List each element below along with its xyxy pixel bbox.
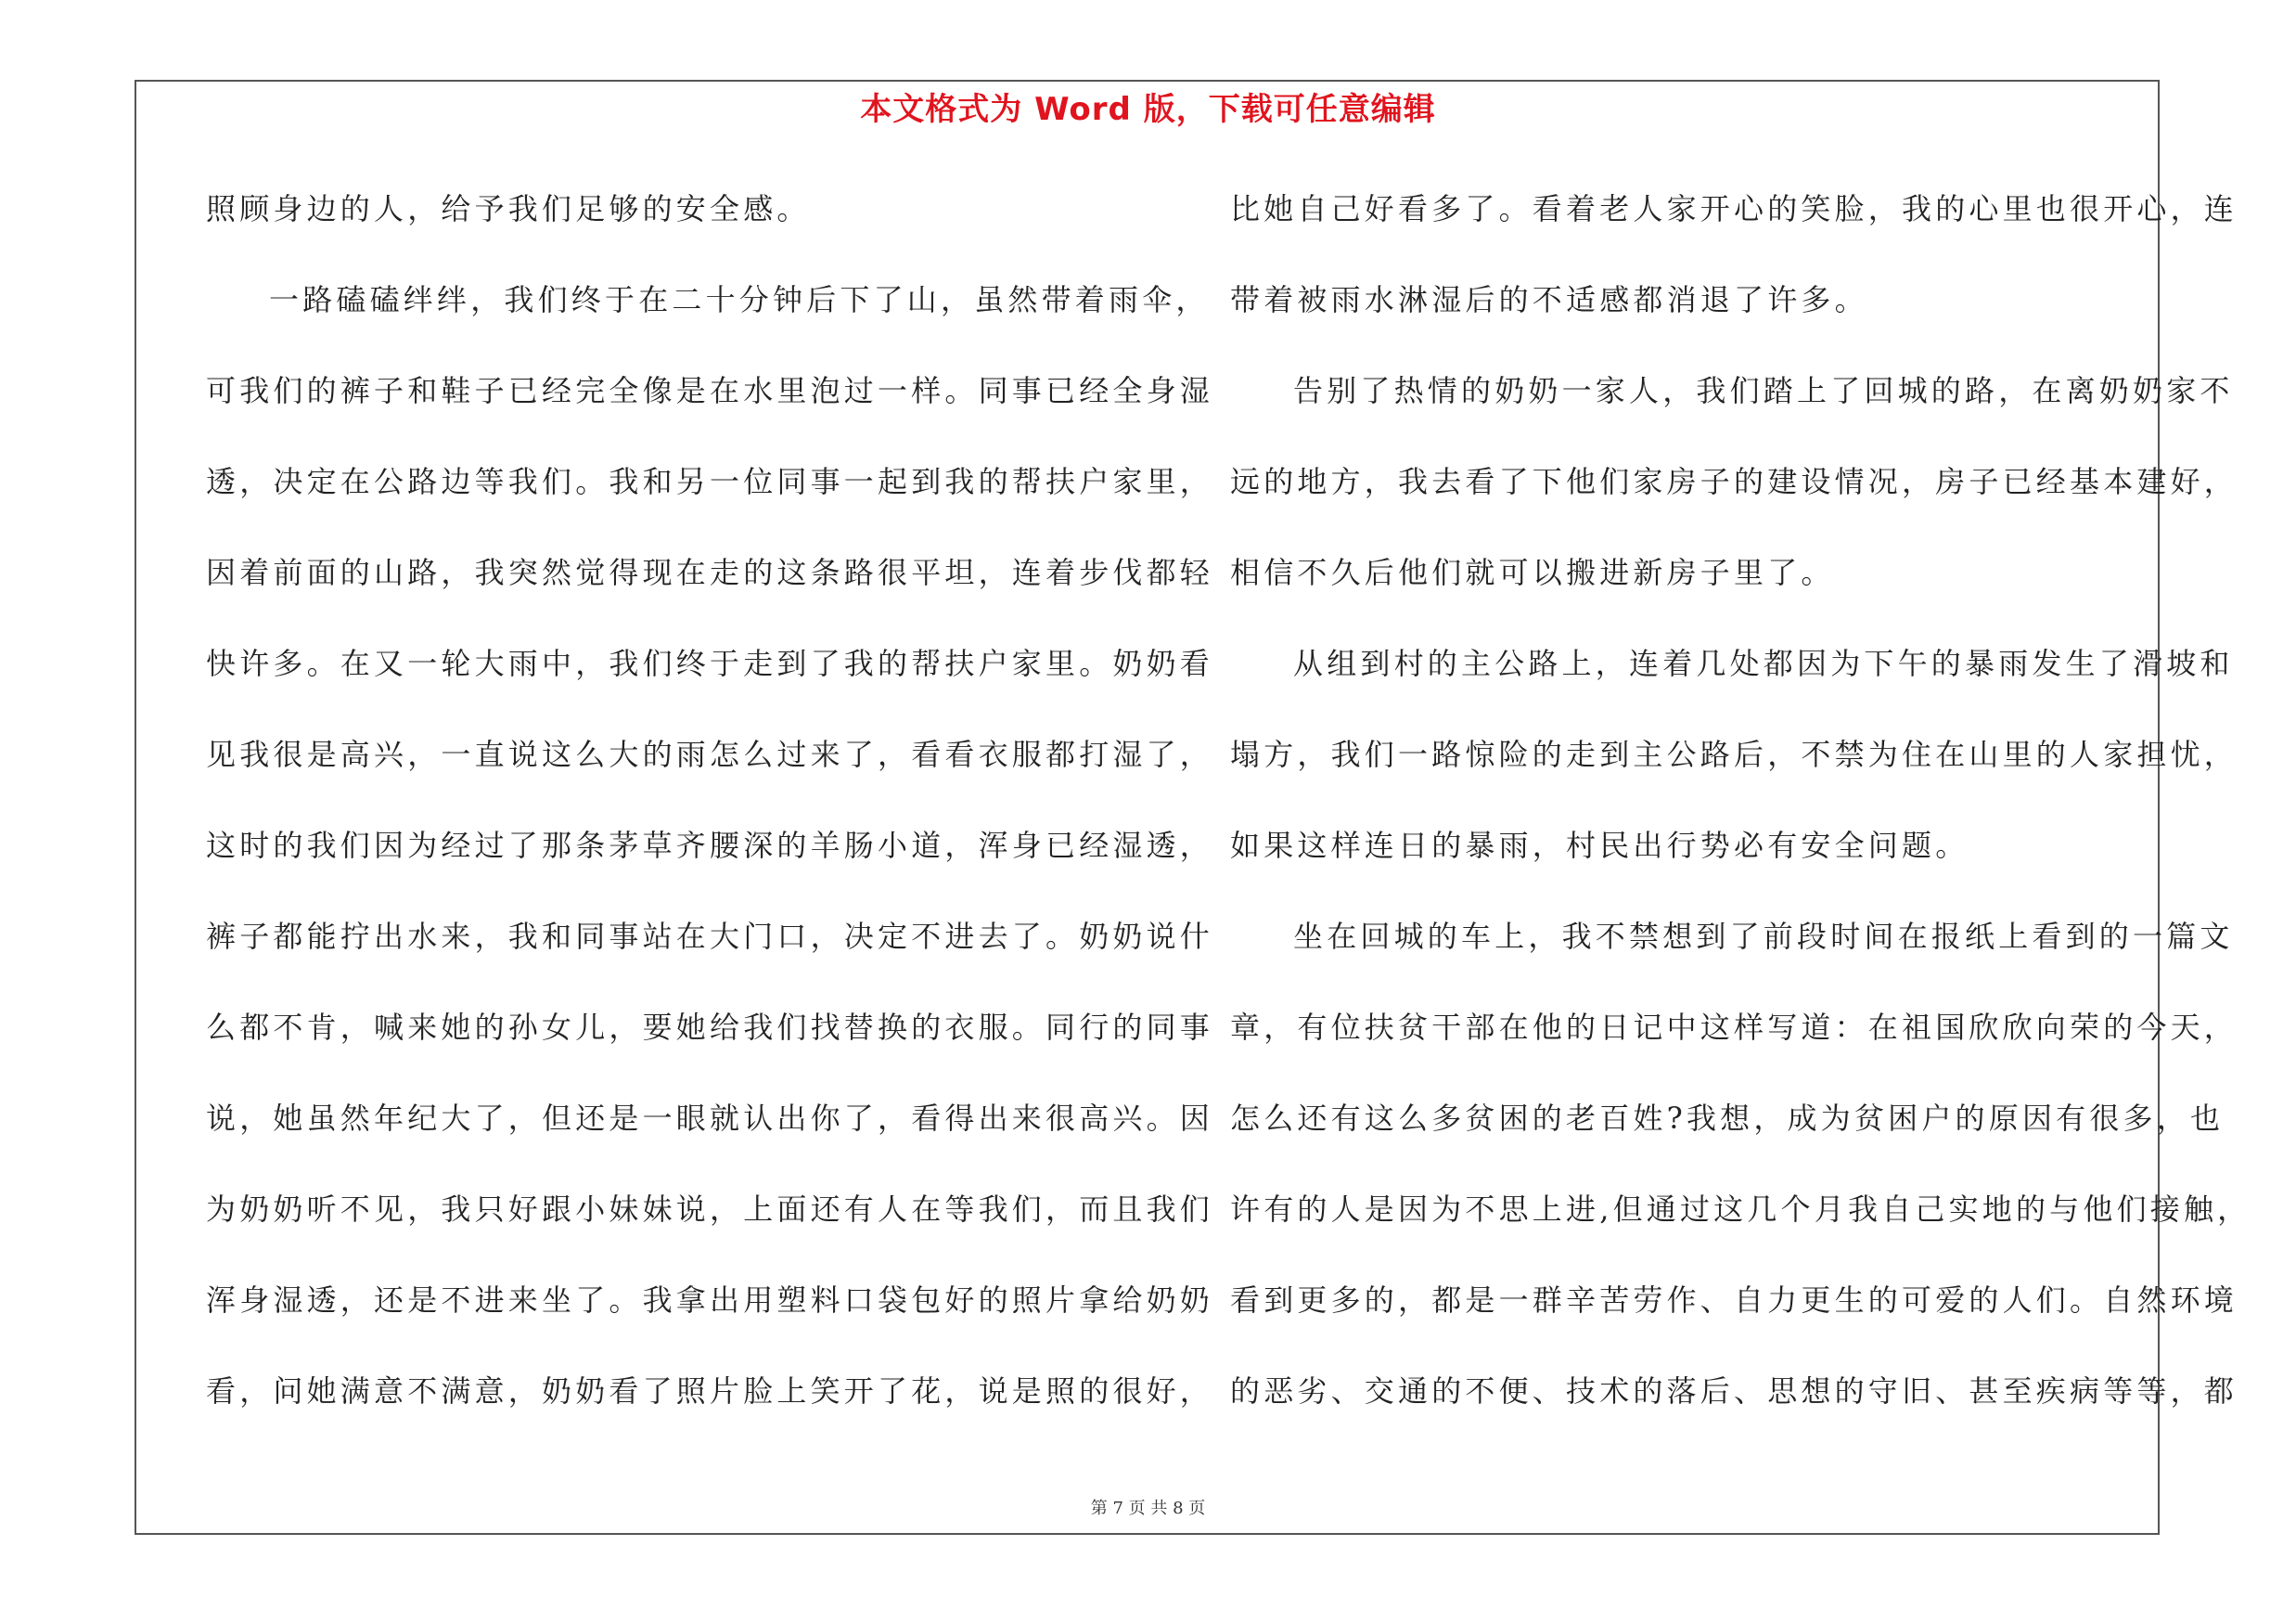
right-text-column (1230, 181, 2251, 1454)
text-line: 照顾身边的人，给予我们足够的安全感。 (206, 191, 811, 226)
text-line: 告别了热情的奶奶一家人，我们踏上了回城的路，在离奶奶家不 (1293, 373, 2234, 408)
text-line: 怎么还有这么多贫困的老百姓?我想，成为贫困户的原因有很多，也 (1230, 1101, 2225, 1136)
text-line: 远的地方，我去看了下他们家房子的建设情况，房子已经基本建好， (1230, 464, 2238, 499)
text-line: 相信不久后他们就可以搬进新房子里了。 (1230, 555, 1835, 590)
text-line: 塌方，我们一路惊险的走到主公路后，不禁为住在山里的人家担忧， (1230, 737, 2238, 772)
text-line: 为奶奶听不见，我只好跟小妹妹说，上面还有人在等我们，而且我们 (206, 1191, 1214, 1227)
format-banner: 本文格式为 Word 版，下载可任意编辑 (860, 91, 1436, 128)
text-line: 比她自己好看多了。看着老人家开心的笑脸，我的心里也很开心，连 (1230, 191, 2238, 226)
text-line: 一路磕磕绊绊，我们终于在二十分钟后下了山，虽然带着雨伞， (269, 282, 1210, 317)
text-line: 可我们的裤子和鞋子已经完全像是在水里泡过一样。同事已经全身湿 (206, 373, 1214, 408)
text-line: 快许多。在又一轮大雨中，我们终于走到了我的帮扶户家里。奶奶看 (206, 646, 1214, 681)
text-line: 么都不肯，喊来她的孙女儿，要她给我们找替换的衣服。同行的同事 (206, 1010, 1214, 1045)
text-line: 如果这样连日的暴雨，村民出行势必有安全问题。 (1230, 828, 1969, 863)
text-line: 看，问她满意不满意，奶奶看了照片脸上笑开了花，说是照的很好， (206, 1373, 1214, 1409)
page-number: 第 7 页 共 8 页 (1090, 1499, 1206, 1518)
text-line: 章，有位扶贫干部在他的日记中这样写道：在祖国欣欣向荣的今天， (1230, 1010, 2238, 1045)
text-line: 的恶劣、交通的不便、技术的落后、思想的守旧、甚至疾病等等，都 (1230, 1373, 2238, 1409)
text-line: 从组到村的主公路上，连着几处都因为下午的暴雨发生了滑坡和 (1293, 646, 2234, 681)
text-line: 裤子都能拧出水来，我和同事站在大门口，决定不进去了。奶奶说什 (206, 919, 1214, 954)
left-text-column (206, 181, 1214, 1454)
text-line: 看到更多的，都是一群辛苦劳作、自力更生的可爱的人们。自然环境 (1230, 1282, 2238, 1318)
text-line: 坐在回城的车上，我不禁想到了前段时间在报纸上看到的一篇文 (1293, 919, 2234, 954)
text-line: 因着前面的山路，我突然觉得现在走的这条路很平坦，连着步伐都轻 (206, 555, 1214, 590)
text-line: 带着被雨水淋湿后的不适感都消退了许多。 (1230, 282, 1868, 317)
text-line: 见我很是高兴，一直说这么大的雨怎么过来了，看看衣服都打湿了， (206, 737, 1214, 772)
text-line: 说，她虽然年纪大了，但还是一眼就认出你了，看得出来很高兴。因 (206, 1101, 1214, 1136)
text-line: 透，决定在公路边等我们。我和另一位同事一起到我的帮扶户家里， (206, 464, 1214, 499)
text-line: 这时的我们因为经过了那条茅草齐腰深的羊肠小道，浑身已经湿透， (206, 828, 1214, 863)
text-line: 浑身湿透，还是不进来坐了。我拿出用塑料口袋包好的照片拿给奶奶 (206, 1282, 1214, 1318)
text-line: 许有的人是因为不思上进,但通过这几个月我自己实地的与他们接触， (1230, 1191, 2251, 1227)
